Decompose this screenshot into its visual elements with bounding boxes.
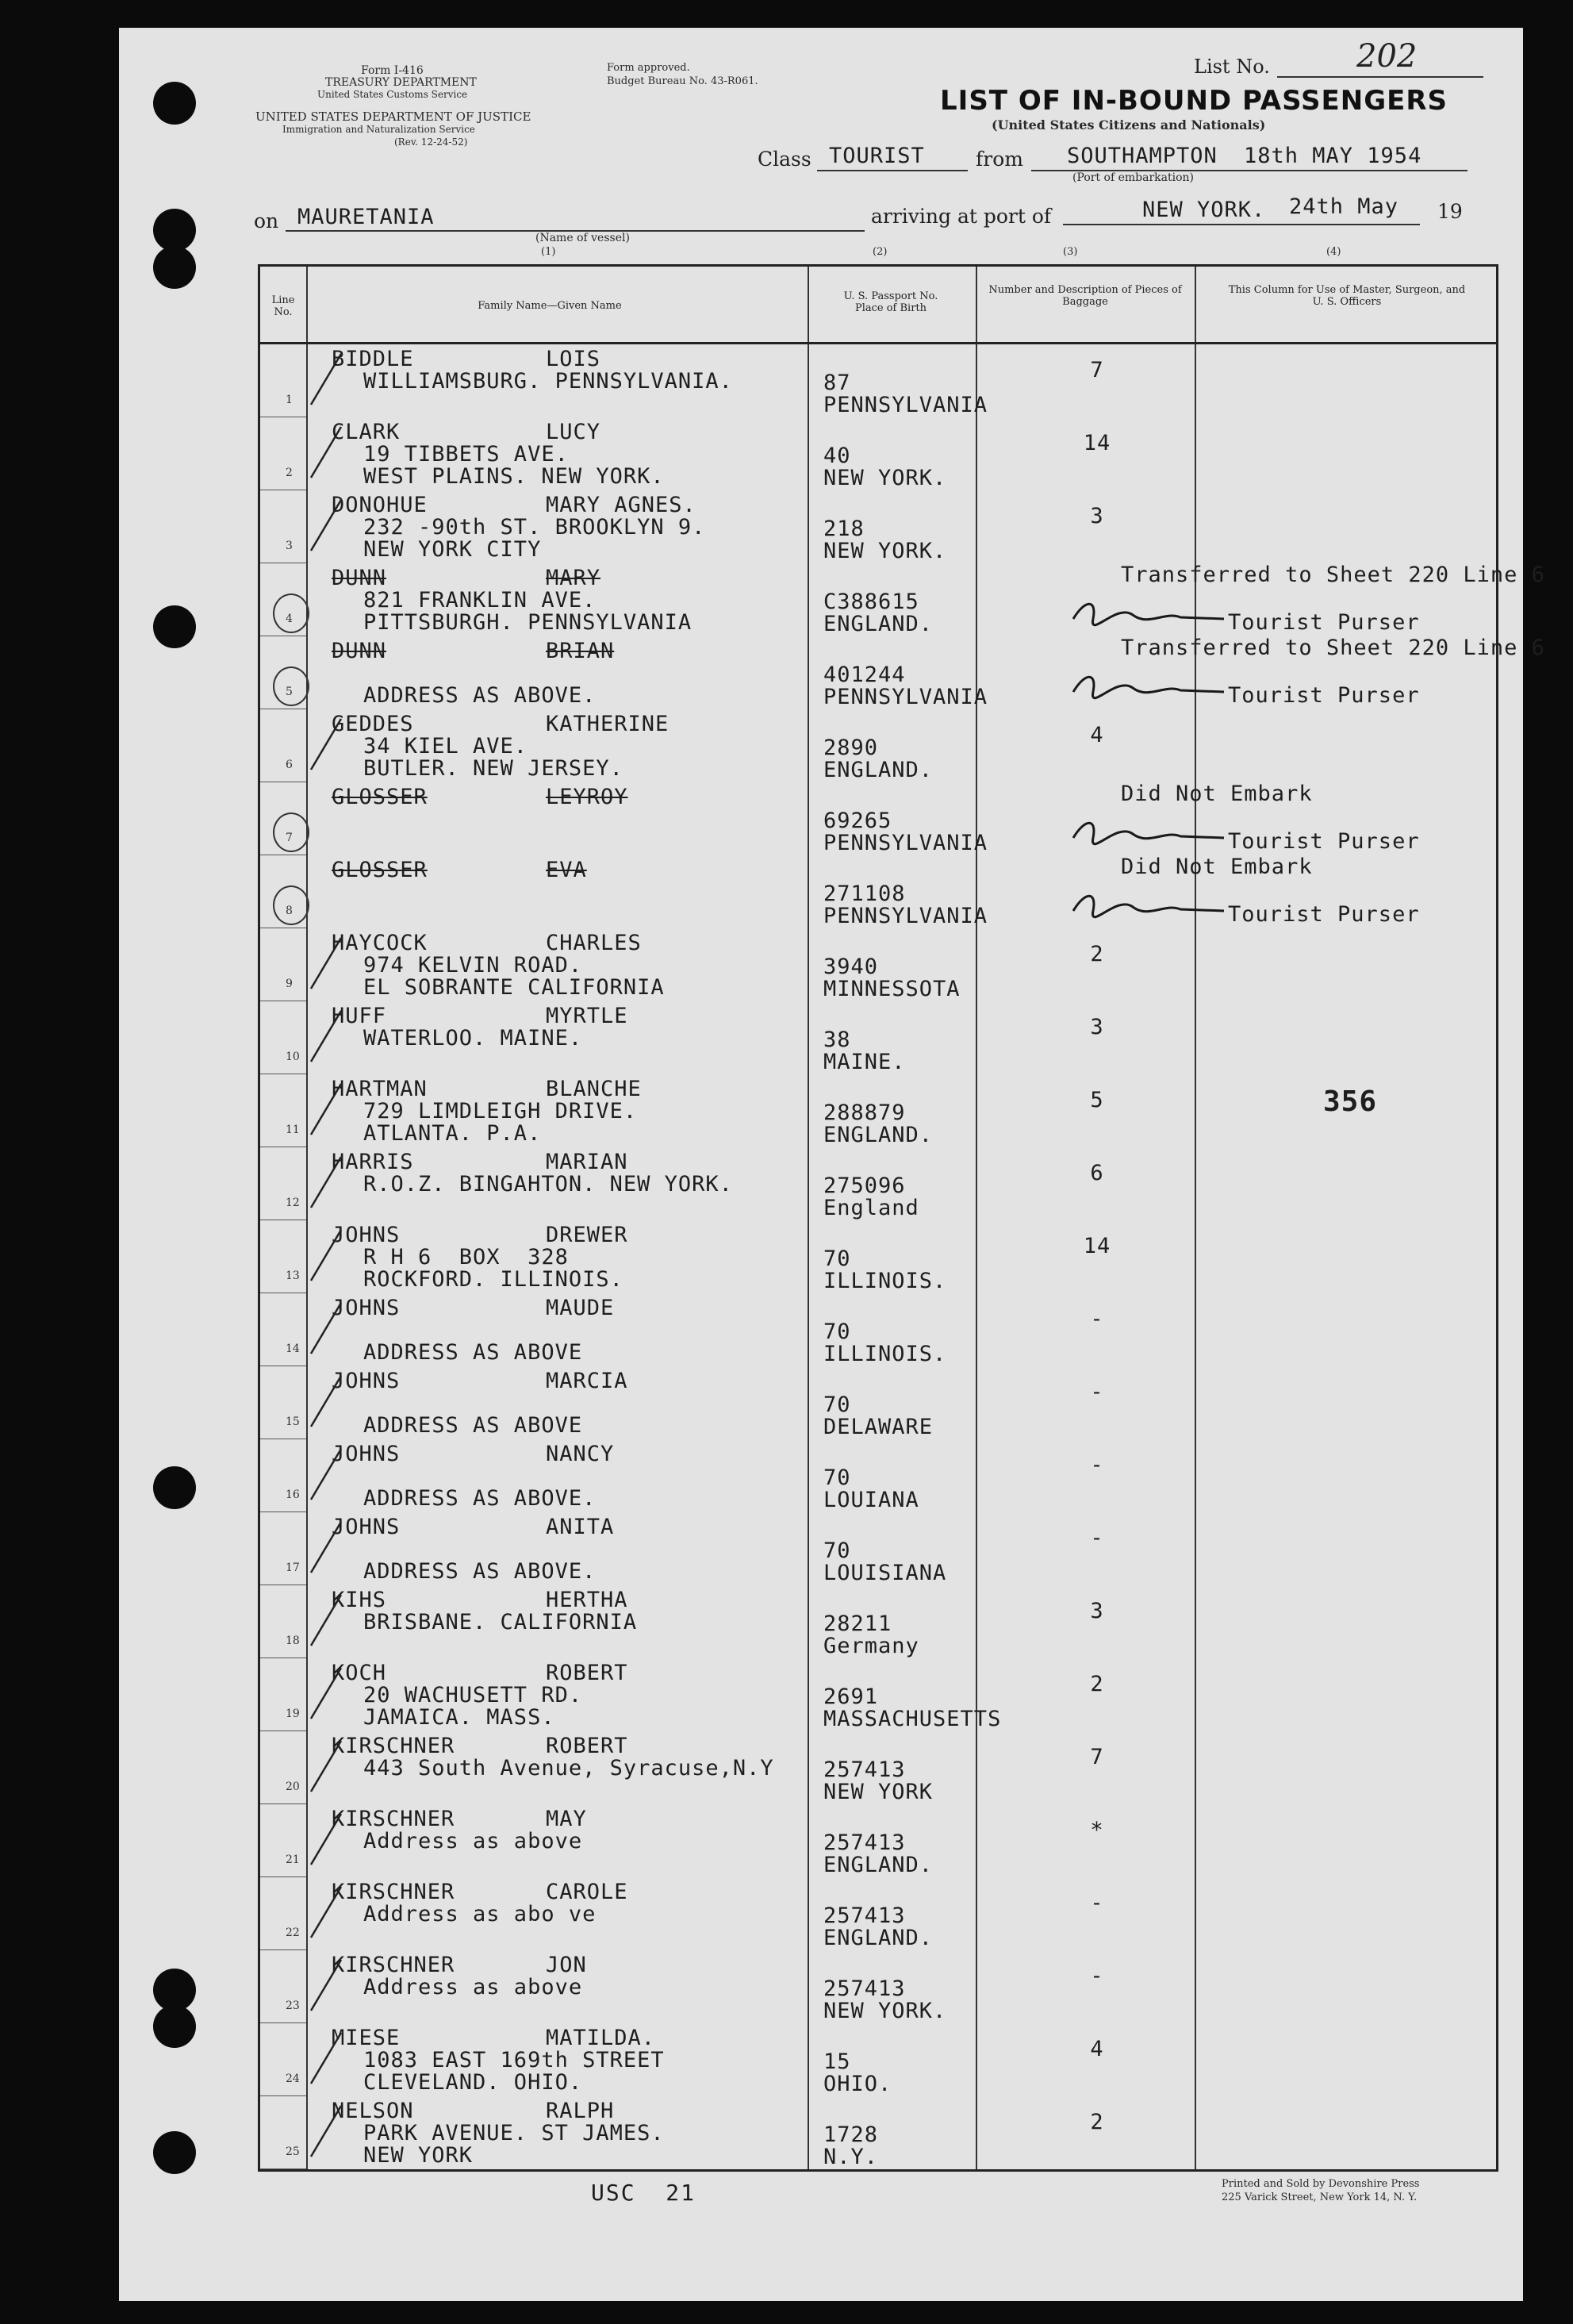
place-of-birth: PENNSYLVANIA: [823, 904, 988, 928]
passenger-surname: JOHNS: [332, 1369, 401, 1393]
place-of-birth: ENGLAND.: [823, 612, 934, 636]
check-mark-icon: [309, 1374, 365, 1430]
place-of-birth: ENGLAND.: [823, 1926, 934, 1950]
passenger-table: [258, 264, 1545, 2172]
purser-signature: [1069, 668, 1228, 706]
table-row: [260, 782, 1496, 855]
check-mark-icon: [309, 1520, 365, 1576]
baggage-count: -: [1090, 1307, 1104, 1331]
line-number: 17: [286, 1561, 300, 1574]
class-label: Class: [758, 148, 811, 171]
place-of-birth: MINNESSOTA: [823, 977, 961, 1001]
check-mark-icon: [309, 717, 365, 773]
table-row: [260, 1439, 1496, 1512]
from-label: from: [976, 148, 1023, 171]
col-number-2: (2): [873, 246, 888, 258]
purser-note: Tourist Purser: [1228, 829, 1420, 854]
passenger-address-line1: 19 TIBBETS AVE.: [363, 442, 569, 467]
line-number: 11: [286, 1124, 300, 1136]
form-approved: Form approved.: [607, 62, 690, 74]
passenger-address-line1: Address as above: [363, 1829, 583, 1853]
passenger-surname: KIHS: [332, 1588, 387, 1612]
arrival-date: 24th May: [1289, 194, 1399, 219]
passport-number: 28211: [823, 1611, 892, 1636]
passenger-surname: BIDDLE: [332, 347, 414, 371]
check-mark-icon: [309, 352, 365, 408]
passenger-surname: DUNN: [332, 566, 387, 590]
passenger-given-name: HERTHA: [546, 1588, 628, 1612]
check-mark-icon: [309, 1155, 365, 1211]
passenger-surname: KIRSCHNER: [332, 1807, 455, 1831]
passenger-surname: JOHNS: [332, 1296, 401, 1320]
line-number: 19: [286, 1707, 300, 1720]
passenger-address-line2: ATLANTA. P.A.: [363, 1121, 542, 1146]
line-circle-mark: [273, 885, 309, 925]
check-mark-icon: [309, 936, 365, 992]
line-number: 15: [286, 1416, 300, 1428]
passenger-given-name: JON: [546, 1953, 587, 1977]
passport-number: 2890: [823, 736, 879, 760]
passenger-address-line2: ADDRESS AS ABOVE.: [363, 1559, 597, 1584]
col-number-1: (1): [541, 246, 556, 258]
col-header-officers: This Column for Use of Master, Surgeon, and U. S. Officers: [1228, 284, 1466, 308]
place-of-birth: PENNSYLVANIA: [823, 393, 988, 417]
passenger-address-line1: R H 6 BOX 328: [363, 1245, 569, 1270]
passenger-given-name: LUCY: [546, 420, 601, 444]
table-row: [260, 344, 1496, 417]
passenger-address-line2: JAMAICA. MASS.: [363, 1705, 555, 1730]
table-row: [260, 1512, 1496, 1585]
place-of-birth: ILLINOIS.: [823, 1342, 947, 1366]
passenger-address-line1: 20 WACHUSETT RD.: [363, 1683, 583, 1707]
passenger-surname: GLOSSER: [332, 785, 428, 809]
passenger-address-line1: R.O.Z. BINGAHTON. NEW YORK.: [363, 1172, 733, 1197]
place-of-birth: LOUIANA: [823, 1488, 919, 1512]
line-number: 13: [286, 1270, 300, 1282]
check-mark-icon: [309, 1739, 365, 1795]
passport-number: 288879: [823, 1101, 906, 1125]
line-number: 2: [286, 467, 293, 479]
customs-service: United States Customs Service: [317, 89, 468, 100]
passenger-given-name: MATILDA.: [546, 2026, 656, 2050]
ins-service: Immigration and Naturalization Service: [282, 124, 475, 135]
passport-number: 271108: [823, 882, 906, 906]
passenger-surname: HAYCOCK: [332, 931, 428, 955]
place-of-birth: N.Y.: [823, 2145, 879, 2169]
table-row: [260, 2096, 1496, 2169]
place-of-birth: ENGLAND.: [823, 1123, 934, 1147]
binder-hole: [153, 209, 196, 252]
year-prefix: 19: [1437, 200, 1463, 223]
passport-number: 218: [823, 517, 865, 541]
passenger-given-name: MARY AGNES.: [546, 493, 696, 517]
place-of-birth: NEW YORK.: [823, 466, 947, 490]
line-number: 6: [286, 759, 293, 771]
line-number: 25: [286, 2145, 300, 2158]
purser-signature: [1069, 887, 1228, 925]
passenger-surname: JOHNS: [332, 1223, 401, 1247]
purser-signature: [1069, 595, 1228, 633]
passport-number: 70: [823, 1319, 851, 1344]
line-number: 4: [286, 613, 293, 625]
printer-address: 225 Varick Street, New York 14, N. Y.: [1222, 2191, 1418, 2203]
passenger-given-name: ROBERT: [546, 1734, 628, 1758]
passenger-address-line2: ROCKFORD. ILLINOIS.: [363, 1267, 623, 1292]
col-number-4: (4): [1326, 246, 1341, 258]
passenger-address-line1: Address as abo ve: [363, 1902, 597, 1926]
passenger-address-line1: 729 LIMDLEIGH DRIVE.: [363, 1099, 638, 1124]
baggage-count: -: [1090, 1964, 1104, 1988]
baggage-count: -: [1090, 1891, 1104, 1915]
transfer-note: Did Not Embark: [1121, 782, 1313, 806]
line-number: 1: [286, 394, 293, 406]
check-mark-icon: [309, 498, 365, 554]
table-row: [260, 1001, 1496, 1074]
baggage-count: 2: [1090, 1672, 1104, 1696]
table-row: [260, 1366, 1496, 1439]
passenger-surname: NELSON: [332, 2099, 414, 2123]
passenger-address-line1: Address as above: [363, 1975, 583, 1999]
passenger-address-line1: BRISBANE. CALIFORNIA: [363, 1610, 638, 1634]
col-header-name: Family Name—Given Name: [478, 300, 622, 312]
table-row: [260, 1147, 1496, 1220]
check-mark-icon: [309, 1666, 365, 1722]
passenger-surname: KIRSCHNER: [332, 1880, 455, 1904]
purser-note: Tourist Purser: [1228, 902, 1420, 927]
passenger-address-line1: 821 FRANKLIN AVE.: [363, 588, 597, 613]
table-row: [260, 1585, 1496, 1658]
line-number: 20: [286, 1780, 300, 1793]
line-number: 18: [286, 1634, 300, 1647]
usc-stamp: USC 21: [591, 2180, 696, 2206]
place-of-birth: ILLINOIS.: [823, 1269, 947, 1293]
passenger-address-line2: CLEVELAND. OHIO.: [363, 2070, 583, 2095]
check-mark-icon: [309, 1885, 365, 1941]
passenger-surname: HARRIS: [332, 1150, 414, 1174]
passenger-given-name: MAY: [546, 1807, 587, 1831]
check-mark-icon: [309, 2031, 365, 2087]
passenger-given-name: LEYROY: [546, 785, 628, 809]
binder-hole: [153, 1466, 196, 1509]
col-header-baggage: Number and Description of Pieces of Baggage: [988, 284, 1182, 308]
line-number: 22: [286, 1926, 300, 1939]
check-mark-icon: [309, 1812, 365, 1868]
transfer-note: Transferred to Sheet 220 Line 6: [1121, 563, 1545, 587]
passport-number: 38: [823, 1028, 851, 1052]
table-row: [260, 1220, 1496, 1293]
baggage-count: *: [1090, 1818, 1104, 1842]
transfer-note: Transferred to Sheet 220 Line 6: [1121, 636, 1545, 660]
passenger-address-line1: 974 KELVIN ROAD.: [363, 953, 583, 978]
passenger-address-line2: BUTLER. NEW JERSEY.: [363, 756, 623, 781]
officer-notation: 356: [1323, 1085, 1378, 1118]
check-mark-icon: [309, 1447, 365, 1503]
baggage-count: 6: [1090, 1161, 1104, 1185]
baggage-count: 3: [1090, 504, 1104, 528]
passenger-address-line1: WATERLOO. MAINE.: [363, 1026, 583, 1051]
passport-number: 401244: [823, 663, 906, 687]
table-row: [260, 636, 1545, 709]
passenger-given-name: ANITA: [546, 1515, 615, 1539]
justice-dept: UNITED STATES DEPARTMENT OF JUSTICE: [255, 109, 531, 124]
passenger-surname: JOHNS: [332, 1515, 401, 1539]
passport-number: 15: [823, 2049, 851, 2074]
baggage-count: 7: [1090, 358, 1104, 382]
table-row: [260, 1804, 1496, 1877]
line-circle-mark: [273, 666, 309, 706]
transfer-note: Did Not Embark: [1121, 855, 1313, 879]
baggage-count: 2: [1090, 2110, 1104, 2134]
line-number: 3: [286, 540, 293, 552]
place-of-birth: MAINE.: [823, 1050, 906, 1074]
purser-signature: [1069, 814, 1228, 852]
line-number: 10: [286, 1051, 300, 1063]
passenger-surname: JOHNS: [332, 1442, 401, 1466]
baggage-count: 4: [1090, 723, 1104, 747]
class-value: TOURIST: [829, 144, 925, 168]
passport-number: 275096: [823, 1174, 906, 1198]
line-circle-mark: [273, 812, 309, 852]
passenger-address-line2: ADDRESS AS ABOVE.: [363, 1486, 597, 1511]
baggage-count: 5: [1090, 1088, 1104, 1112]
passenger-address-line1: WILLIAMSBURG. PENNSYLVANIA.: [363, 369, 733, 394]
line-number: 24: [286, 2072, 300, 2085]
baggage-count: 4: [1090, 2037, 1104, 2061]
passport-number: 70: [823, 1465, 851, 1490]
line-number: 14: [286, 1343, 300, 1355]
table-row: [260, 417, 1496, 490]
passport-number: 69265: [823, 809, 892, 833]
purser-note: Tourist Purser: [1228, 683, 1420, 708]
passenger-address-line2: NEW YORK: [363, 2143, 474, 2168]
check-mark-icon: [309, 1958, 365, 2014]
revision-date: (Rev. 12-24-52): [394, 136, 468, 148]
passenger-given-name: MAUDE: [546, 1296, 615, 1320]
place-of-birth: NEW YORK.: [823, 539, 947, 563]
line-number: 21: [286, 1853, 300, 1866]
binder-hole: [153, 2005, 196, 2048]
check-mark-icon: [309, 425, 365, 481]
place-of-birth: ENGLAND.: [823, 1853, 934, 1877]
baggage-count: 3: [1090, 1599, 1104, 1623]
baggage-count: 7: [1090, 1745, 1104, 1769]
manifest-title: LIST OF IN-BOUND PASSENGERS: [940, 85, 1448, 117]
place-of-birth: LOUISIANA: [823, 1561, 947, 1585]
binder-hole: [153, 2131, 196, 2174]
passenger-given-name: MYRTLE: [546, 1004, 628, 1028]
embarkation-caption: (Port of embarkation): [1072, 171, 1194, 184]
treasury-dept: TREASURY DEPARTMENT: [325, 76, 477, 89]
passenger-surname: DONOHUE: [332, 493, 428, 517]
passenger-given-name: BLANCHE: [546, 1077, 642, 1101]
budget-bureau: Budget Bureau No. 43-R061.: [607, 75, 758, 87]
place-of-birth: NEW YORK.: [823, 1999, 947, 2023]
baggage-count: 2: [1090, 942, 1104, 966]
passenger-address-line1: 34 KIEL AVE.: [363, 734, 528, 759]
embarkation-date: 18th MAY 1954: [1244, 144, 1422, 168]
binder-hole: [153, 82, 196, 125]
place-of-birth: OHIO.: [823, 2072, 892, 2096]
line-number: 23: [286, 1999, 300, 2012]
line-number: 12: [286, 1197, 300, 1209]
baggage-count: 14: [1083, 431, 1111, 455]
passenger-surname: CLARK: [332, 420, 401, 444]
passenger-given-name: CAROLE: [546, 1880, 628, 1904]
passport-number: 40: [823, 444, 851, 468]
check-mark-icon: [309, 1301, 365, 1357]
passport-number: 2691: [823, 1684, 879, 1709]
passenger-given-name: BRIAN: [546, 639, 615, 663]
table-row: [260, 709, 1496, 782]
passenger-surname: GLOSSER: [332, 858, 428, 882]
row-rule: [260, 2168, 306, 2169]
binder-hole: [153, 605, 196, 648]
binder-hole: [153, 246, 196, 289]
passport-number: 257413: [823, 1903, 906, 1928]
table-row: [260, 928, 1496, 1001]
passenger-surname: DUNN: [332, 639, 387, 663]
passenger-surname: MIESE: [332, 2026, 401, 2050]
passenger-address-line2: WEST PLAINS. NEW YORK.: [363, 464, 665, 489]
table-row: [260, 2023, 1496, 2096]
passenger-given-name: MARCIA: [546, 1369, 628, 1393]
passenger-address-line1: 1083 EAST 169th STREET: [363, 2048, 665, 2072]
passenger-given-name: MARIAN: [546, 1150, 628, 1174]
passport-number: 70: [823, 1392, 851, 1417]
table-row: [260, 1293, 1496, 1366]
list-no-rule: [1277, 76, 1483, 78]
list-no-label: List No.: [1194, 56, 1270, 78]
table-row: [260, 1658, 1496, 1731]
arrival-rule: [1063, 224, 1420, 225]
passenger-given-name: EVA: [546, 858, 587, 882]
passenger-surname: KIRSCHNER: [332, 1734, 455, 1758]
baggage-count: -: [1090, 1453, 1104, 1477]
passenger-given-name: LOIS: [546, 347, 601, 371]
purser-note: Tourist Purser: [1228, 610, 1420, 635]
place-of-birth: DELAWARE: [823, 1415, 934, 1439]
col-header-line-no: Line No.: [271, 294, 295, 318]
passport-number: 257413: [823, 1830, 906, 1855]
passenger-address-line2: PITTSBURGH. PENNSYLVANIA: [363, 610, 693, 635]
from-value: SOUTHAMPTON: [1067, 144, 1218, 168]
passenger-address-line2: NEW YORK CITY: [363, 537, 542, 562]
baggage-count: -: [1090, 1380, 1104, 1404]
baggage-count: 3: [1090, 1015, 1104, 1039]
passport-number: 257413: [823, 1976, 906, 2001]
on-label: on: [254, 209, 279, 232]
check-mark-icon: [309, 2104, 365, 2160]
line-number: 9: [286, 978, 293, 990]
baggage-count: -: [1090, 1526, 1104, 1550]
passenger-given-name: ROBERT: [546, 1661, 628, 1685]
baggage-count: 14: [1083, 1234, 1111, 1258]
table-row: [260, 563, 1545, 636]
passenger-given-name: RALPH: [546, 2099, 615, 2123]
line-number: 16: [286, 1489, 300, 1501]
passenger-address-line1: 232 -90th ST. BROOKLYN 9.: [363, 515, 706, 540]
table-row: [260, 490, 1496, 563]
place-of-birth: PENNSYLVANIA: [823, 685, 988, 709]
passport-number: 257413: [823, 1757, 906, 1782]
passenger-given-name: MARY: [546, 566, 601, 590]
passenger-address-line1: PARK AVENUE. ST JAMES.: [363, 2121, 665, 2145]
col-number-3: (3): [1063, 246, 1078, 258]
check-mark-icon: [309, 1228, 365, 1284]
passport-number: 70: [823, 1538, 851, 1563]
passenger-surname: KOCH: [332, 1661, 387, 1685]
place-of-birth: England: [823, 1196, 919, 1220]
col-header-passport: U. S. Passport No. Place of Birth: [843, 290, 938, 314]
table-row: [260, 1950, 1496, 2023]
printer-credit: Printed and Sold by Devonshire Press: [1222, 2178, 1420, 2190]
passenger-surname: KIRSCHNER: [332, 1953, 455, 1977]
passenger-address-line2: ADDRESS AS ABOVE: [363, 1413, 583, 1438]
arrival-port: NEW YORK.: [1142, 198, 1266, 222]
table-row: [260, 855, 1496, 928]
passenger-address-line2: ADDRESS AS ABOVE: [363, 1340, 583, 1365]
class-rule: [817, 170, 968, 171]
passport-number: 3940: [823, 955, 879, 979]
line-number: 8: [286, 905, 293, 917]
passenger-address-line1: 443 South Avenue, Syracuse,N.Y: [363, 1756, 774, 1780]
line-circle-mark: [273, 593, 309, 633]
passenger-surname: GEDDES: [332, 712, 414, 736]
passport-number: 70: [823, 1247, 851, 1271]
vessel-value: MAURETANIA: [297, 205, 435, 229]
line-number: 5: [286, 686, 293, 698]
form-number: Form I-416: [361, 64, 424, 77]
vessel-caption: (Name of vessel): [535, 232, 630, 244]
list-no-value: 202: [1356, 38, 1418, 75]
place-of-birth: MASSACHUSETTS: [823, 1707, 1002, 1731]
passenger-given-name: KATHERINE: [546, 712, 669, 736]
check-mark-icon: [309, 1082, 365, 1138]
passport-number: 1728: [823, 2122, 879, 2147]
place-of-birth: PENNSYLVANIA: [823, 831, 988, 855]
manifest-subtitle: (United States Citizens and Nationals): [992, 117, 1266, 133]
check-mark-icon: [309, 1593, 365, 1649]
passport-number: 87: [823, 371, 851, 395]
passenger-given-name: DREWER: [546, 1223, 628, 1247]
table-row: [260, 1731, 1496, 1804]
line-number: 7: [286, 832, 293, 844]
passport-number: C388615: [823, 590, 919, 614]
check-mark-icon: [309, 1009, 365, 1065]
place-of-birth: ENGLAND.: [823, 758, 934, 782]
passenger-given-name: NANCY: [546, 1442, 615, 1466]
passenger-address-line2: ADDRESS AS ABOVE.: [363, 683, 597, 708]
arriving-label: arriving at port of: [871, 205, 1052, 228]
passenger-surname: HUFF: [332, 1004, 387, 1028]
place-of-birth: NEW YORK: [823, 1780, 934, 1804]
table-row: [260, 1074, 1496, 1147]
passenger-address-line2: EL SOBRANTE CALIFORNIA: [363, 975, 665, 1000]
passenger-surname: HARTMAN: [332, 1077, 428, 1101]
passenger-given-name: CHARLES: [546, 931, 642, 955]
table-row: [260, 1877, 1496, 1950]
place-of-birth: Germany: [823, 1634, 919, 1658]
